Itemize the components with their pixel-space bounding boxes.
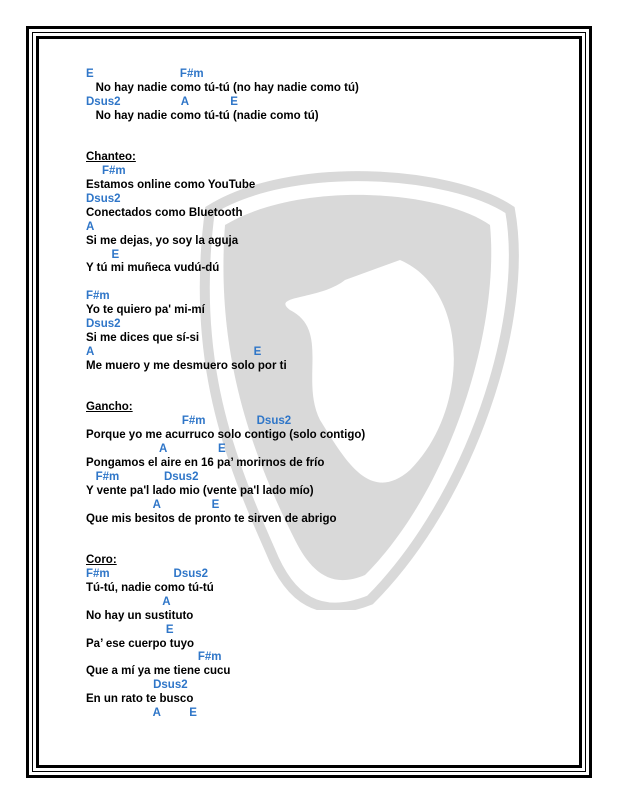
lyric-line: Me muero y me desmuero solo por ti [86,359,287,372]
lyric-line: Y tú mi muñeca vudú-dú [86,262,220,275]
chord-line: F#m Dsus2 [86,470,199,483]
blank-line [86,387,566,401]
chord-line: Dsus2 [86,679,188,692]
chord-line: Dsus2 A E [86,95,238,108]
chord-line: Dsus2 [86,318,121,331]
chord-line: F#m [86,651,222,664]
chord-line: E [86,623,174,636]
blank-line [86,137,566,151]
lyric-line: Si me dejas, yo soy la aguja [86,234,239,247]
lyric-line: Que mis besitos de pronto te sirven de abrigo [86,512,337,525]
chord-line: Dsus2 [86,193,121,206]
chord-line: F#m [86,165,126,178]
lyric-line: Estamos online como YouTube [86,179,256,192]
lyric-line: Pongamos el aire en 16 pa’ morirnos de frío [86,456,325,469]
lyric-line: Porque yo me acurruco solo contigo (solo contigo) [86,429,366,442]
chord-line: F#m Dsus2 [86,568,209,581]
chord-line: A E [86,706,197,719]
lyrics-sheet [86,68,566,721]
chord-line: A E [86,443,226,456]
lyric-line: Yo te quiero pa' mi-mí [86,304,205,317]
chord-line: E F#m [86,68,204,80]
lyric-line: No hay nadie como tú-tú (nadie como tú) [86,109,319,122]
section-header: Gancho: [86,401,133,414]
chord-line: A E [86,345,262,358]
blank-line [86,526,566,540]
chord-line: F#m Dsus2 [86,415,292,428]
chord-line: A [86,220,95,233]
blank-line [86,540,566,554]
section-header: Coro: [86,554,117,567]
lyric-line: No hay nadie como tú-tú (no hay nadie como tú) [86,81,359,94]
lyric-line: Tú-tú, nadie como tú-tú [86,581,214,594]
lyric-line: En un rato te busco [86,693,194,706]
lyric-line: Conectados como Bluetooth [86,206,243,219]
blank-line [86,374,566,388]
chord-line: A E [86,498,220,511]
lyric-line: Pa’ ese cuerpo tuyo [86,637,195,650]
lyric-line: Y vente pa'l lado mio (vente pa'l lado mío) [86,484,314,497]
chord-line: E [86,248,120,261]
lyric-line: No hay un sustituto [86,609,194,622]
chord-line: F#m [86,290,110,303]
section-header: Chanteo: [86,151,136,164]
lyric-line: Que a mí ya me tiene cucu [86,665,231,678]
blank-line [86,276,566,290]
chord-line: A [86,595,171,608]
blank-line [86,124,566,138]
lyric-line: Si me dices que sí-si [86,331,200,344]
